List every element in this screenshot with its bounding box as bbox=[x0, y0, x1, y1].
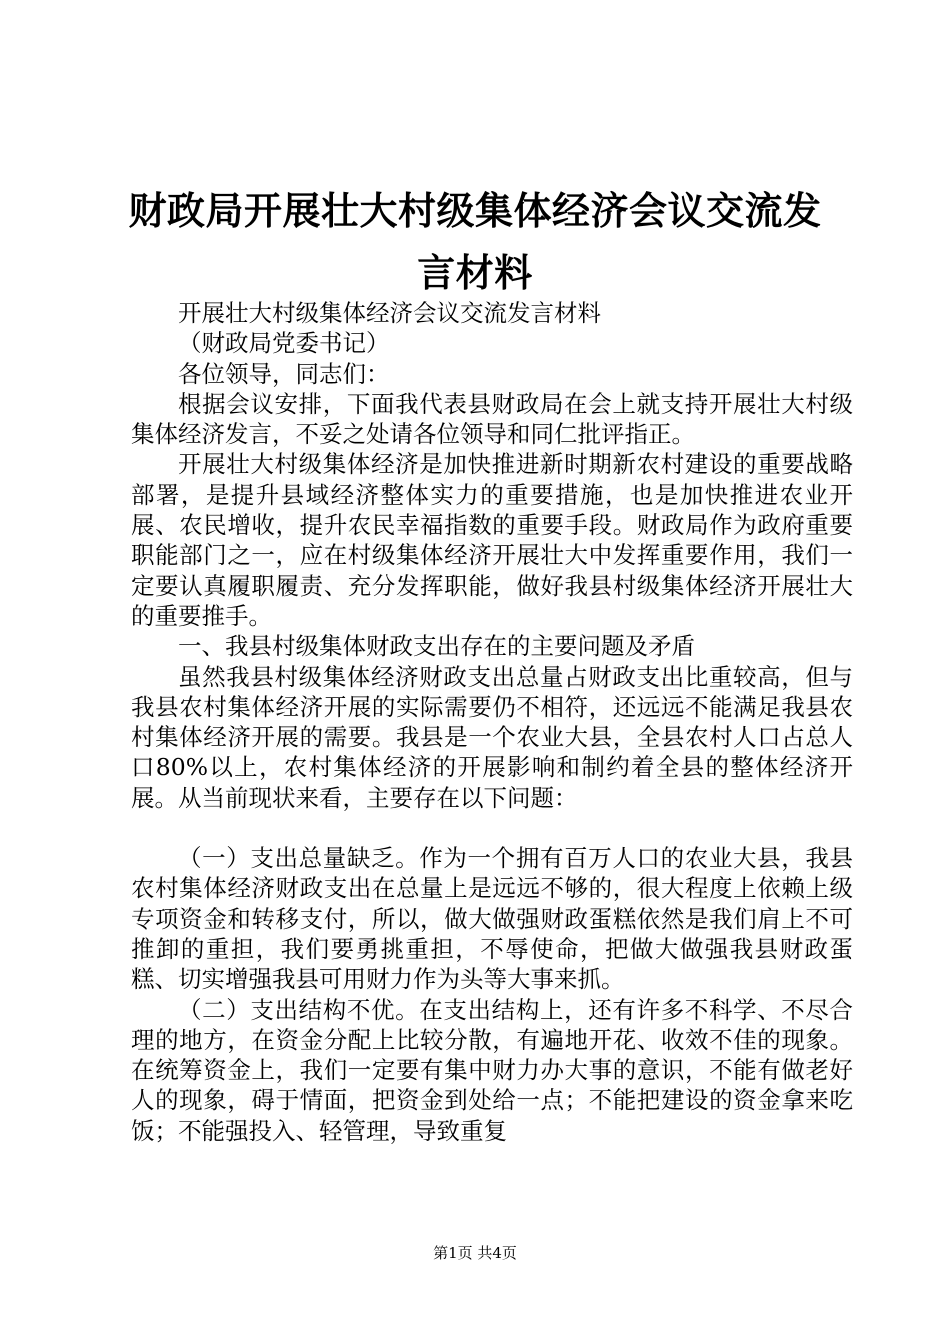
paragraph: 虽然我县村级集体经济财政支出总量占财政支出比重较高，但与我县农村集体经济开展的实际需要仍不相符，还远远不能满足我县农村集体经济开展的需要。我县是一个农业大县，全县农村人口占总人口80%以上，农村集体经济的开展影响和制约着全县的整体经济开展。从当前现状来看，主要存在以下问题： bbox=[131, 662, 853, 812]
document-title: 财政局开展壮大村级集体经济会议交流发言材料 bbox=[128, 188, 822, 295]
document-body bbox=[131, 298, 853, 1146]
paragraph: 开展壮大村级集体经济是加快推进新时期新农村建设的重要战略部署，是提升县域经济整体实力的重要措施，也是加快推进农业开展、农民增收，提升农民幸福指数的重要手段。财政局作为政府重要职能部门之一，应在村级集体经济开展壮大中发挥重要作用，我们一定要认真履职履责、充分发挥职能，做好我县村级集体经济开展壮大的重要推手。 bbox=[131, 450, 853, 630]
paragraph: （二）支出结构不优。在支出结构上，还有许多不科学、不尽合理的地方，在资金分配上比较分散，有遍地开花、收效不佳的现象。在统筹资金上，我们一定要有集中财力办大事的意识，不能有做老好人的现象，碍于情面，把资金到处给一点；不能把建设的资金拿来吃饭；不能强投入、轻管理，导致重复 bbox=[131, 995, 853, 1145]
paragraph-salutation: 各位领导，同志们： bbox=[178, 359, 390, 388]
paragraph-subtitle: 开展壮大村级集体经济会议交流发言材料 bbox=[178, 299, 601, 327]
paragraph-author: （财政局党委书记） bbox=[178, 329, 390, 358]
paragraph: 根据会议安排，下面我代表县财政局在会上就支持开展壮大村级集体经济发言，不妥之处请各位领导和同仁批评指正。 bbox=[131, 389, 853, 449]
page-footer: 第1页 共4页 bbox=[433, 1244, 517, 1262]
section-heading: 一、我县村级集体财政支出存在的主要问题及矛盾 bbox=[178, 632, 695, 661]
paragraph: （一）支出总量缺乏。作为一个拥有百万人口的农业大县，我县农村集体经济财政支出在总量上是远远不够的，很大程度上依赖上级专项资金和转移支付，所以，做大做强财政蛋糕依然是我们肩上不可推卸的重担，我们要勇挑重担，不辱使命，把做大做强我县财政蛋糕、切实增强我县可用财力作为头等大事来抓。 bbox=[131, 844, 853, 994]
